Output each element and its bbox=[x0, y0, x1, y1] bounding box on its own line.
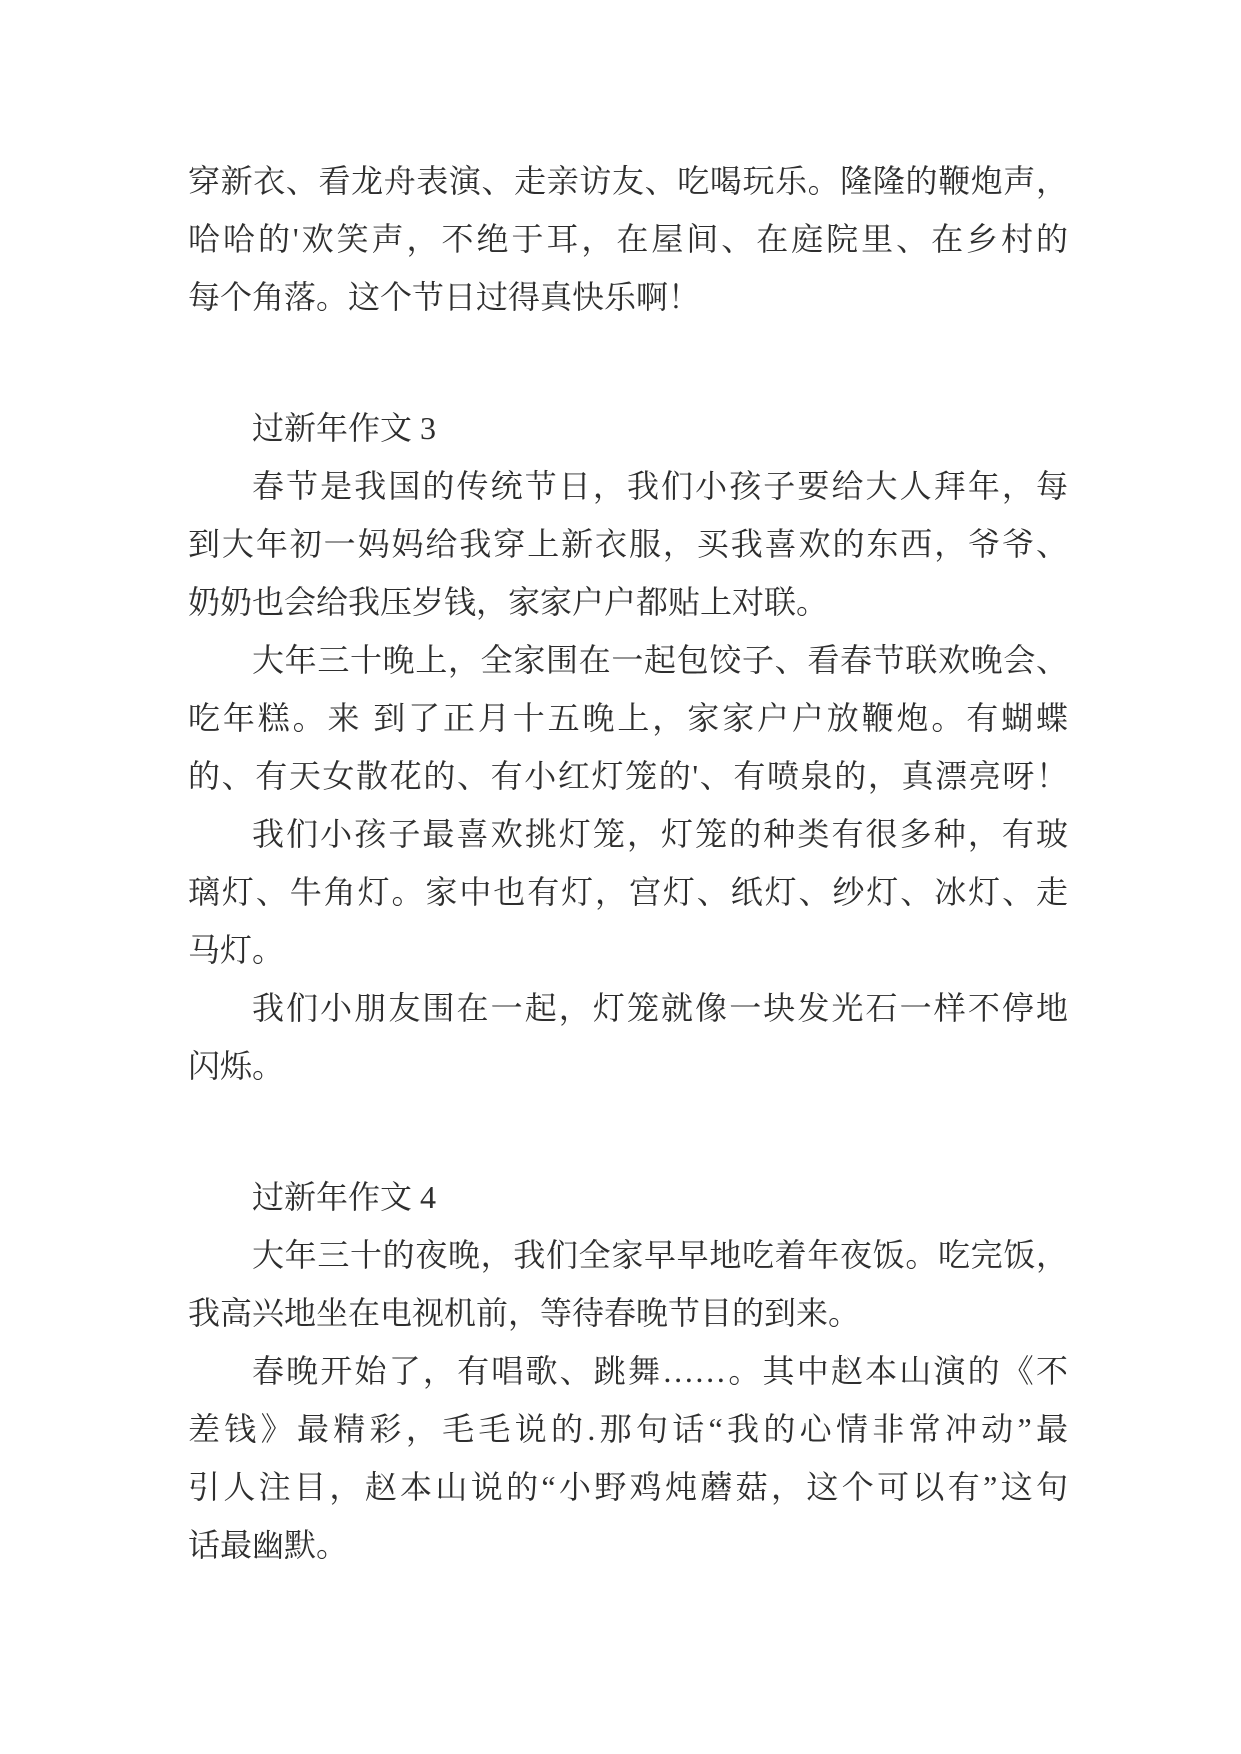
text-line: 吃年糕。来 到了正月十五晚上，家家户户放鞭炮。有蝴蝶 bbox=[188, 700, 1068, 736]
text-line: 奶奶也会给我压岁钱，家家户户都贴上对联。 bbox=[188, 584, 829, 620]
essay-3-heading-block bbox=[188, 399, 1068, 457]
text-line: 每个角落。这个节日过得真快乐啊！ bbox=[188, 279, 701, 315]
text-line: 大年三十晚上，全家围在一起包饺子、看春节联欢晚会、 bbox=[252, 642, 1068, 678]
text-line: 穿新衣、看龙舟表演、走亲访友、吃喝玩乐。隆隆的鞭炮声， bbox=[188, 163, 1068, 199]
text-line: 话最幽默。 bbox=[188, 1527, 349, 1563]
text-line: 哈哈的'欢笑声，不绝于耳，在屋间、在庭院里、在乡村的 bbox=[188, 221, 1068, 257]
text-line: 我们小朋友围在一起，灯笼就像一块发光石一样不停地 bbox=[252, 990, 1068, 1026]
text-line: 引人注目，赵本山说的“小野鸡炖蘑菇，这个可以有”这句 bbox=[188, 1469, 1068, 1505]
text-line: 差钱》最精彩，毛毛说的.那句话“我的心情非常冲动”最 bbox=[188, 1411, 1068, 1447]
essay-4-paragraph-2 bbox=[188, 1342, 1068, 1574]
essay-3-heading: 过新年作文 3 bbox=[252, 410, 437, 446]
essay-4-heading-block bbox=[188, 1168, 1068, 1226]
text-line: 到大年初一妈妈给我穿上新衣服，买我喜欢的东西，爷爷、 bbox=[188, 526, 1068, 562]
essay-2-closing-paragraph bbox=[188, 152, 1068, 326]
text-line: 我高兴地坐在电视机前，等待春晚节目的到来。 bbox=[188, 1295, 861, 1331]
text-line: 闪烁。 bbox=[188, 1048, 285, 1084]
text-line: 璃灯、牛角灯。家中也有灯，宫灯、纸灯、纱灯、冰灯、走 bbox=[188, 874, 1068, 910]
essay-3-paragraph-4 bbox=[188, 979, 1068, 1095]
text-line: 的、有天女散花的、有小红灯笼的'、有喷泉的，真漂亮呀！ bbox=[188, 758, 1068, 794]
essay-3-paragraph-1 bbox=[188, 457, 1068, 631]
text-line: 大年三十的夜晚，我们全家早早地吃着年夜饭。吃完饭， bbox=[252, 1237, 1068, 1273]
text-line: 春节是我国的传统节日，我们小孩子要给大人拜年，每 bbox=[252, 468, 1068, 504]
text-line: 马灯。 bbox=[188, 932, 285, 968]
text-line: 春晚开始了，有唱歌、跳舞……。其中赵本山演的《不 bbox=[252, 1353, 1068, 1389]
essay-3-paragraph-2 bbox=[188, 631, 1068, 805]
essay-3-paragraph-3 bbox=[188, 805, 1068, 979]
text-line: 我们小孩子最喜欢挑灯笼，灯笼的种类有很多种，有玻 bbox=[252, 816, 1068, 852]
essay-4-heading: 过新年作文 4 bbox=[252, 1179, 437, 1215]
essay-4-paragraph-1 bbox=[188, 1226, 1068, 1342]
